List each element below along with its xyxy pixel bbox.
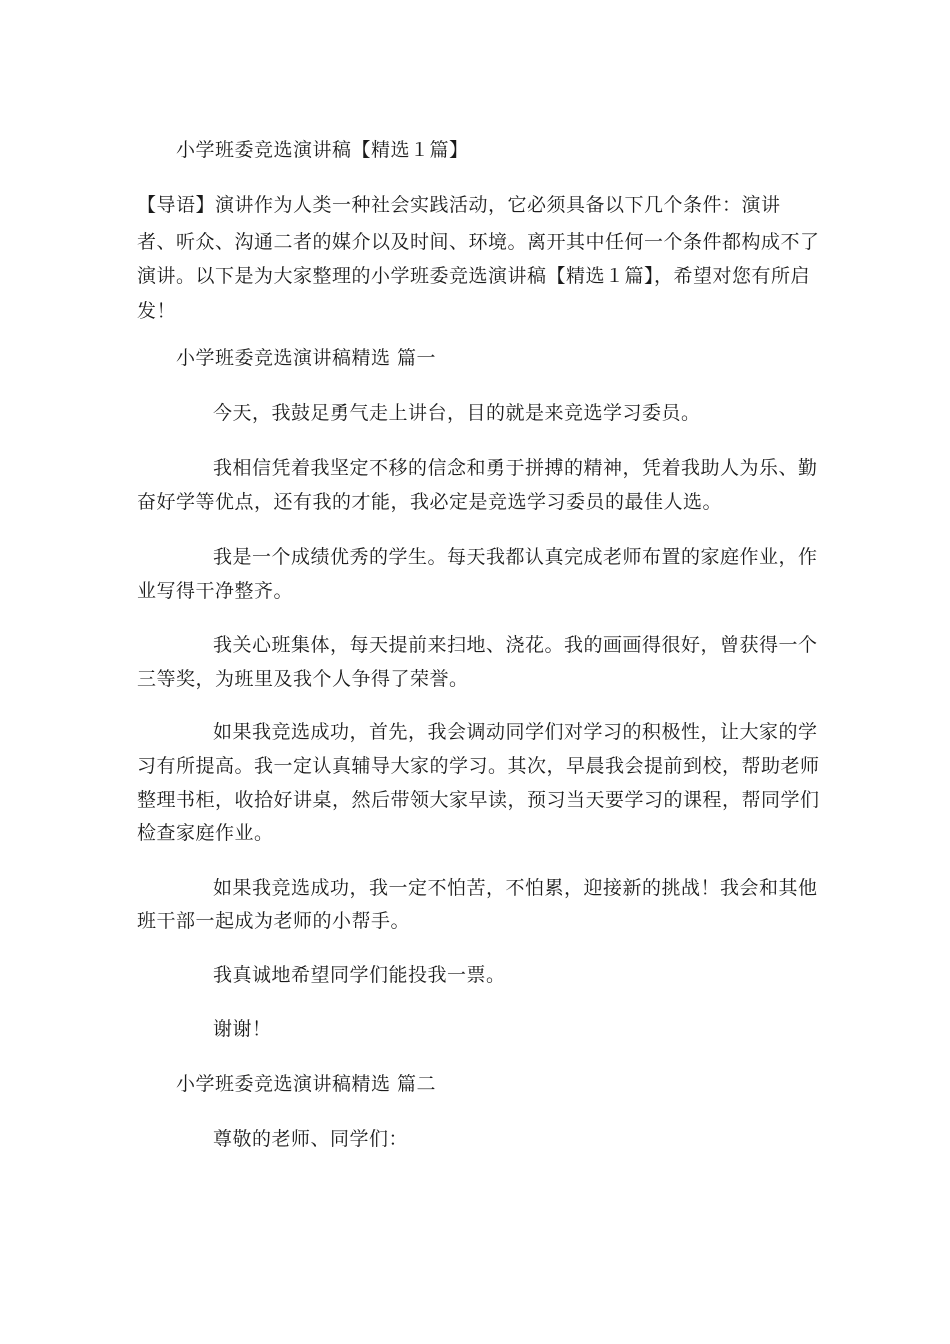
paragraph-line: 我关心班集体，每天提前来扫地、浇花。我的画画得很好，曾获得一个 [213, 634, 818, 656]
paragraph-line: 业写得干净整齐。 [137, 580, 294, 602]
intro-line: 【导语】演讲作为人类一种社会实践活动，它必须具备以下几个条件：演讲 [137, 194, 781, 216]
intro-line: 者、听众、沟通二者的媒介以及时间、环境。离开其中任何一个条件都构成不了 [137, 231, 820, 253]
paragraph-line: 我是一个成绩优秀的学生。每天我都认真完成老师布置的家庭作业，作 [213, 546, 818, 568]
paragraph-line: 今天，我鼓足勇气走上讲台，目的就是来竞选学习委员。 [213, 402, 701, 424]
paragraph-line: 整理书柜，收拾好讲桌，然后带领大家早读，预习当天要学习的课程，帮同学们 [137, 789, 820, 811]
section-heading: 小学班委竞选演讲稿精选 篇二 [176, 1073, 437, 1095]
section-heading: 小学班委竞选演讲稿精选 篇一 [176, 347, 437, 369]
paragraph-line: 尊敬的老师、同学们： [213, 1128, 409, 1150]
paragraph-line: 奋好学等优点，还有我的才能，我必定是竞选学习委员的最佳人选。 [137, 491, 723, 513]
intro-line: 演讲。以下是为大家整理的小学班委竞选演讲稿【精选１篇】，希望对您有所启 [137, 265, 811, 287]
paragraph-line: 如果我竞选成功，首先，我会调动同学们对学习的积极性，让大家的学 [213, 721, 818, 743]
paragraph-line: 习有所提高。我一定认真辅导大家的学习。其次，早晨我会提前到校，帮助老师 [137, 755, 820, 777]
document-title: 小学班委竞选演讲稿【精选１篇】 [176, 139, 469, 161]
paragraph-line: 如果我竞选成功，我一定不怕苦，不怕累，迎接新的挑战！我会和其他 [213, 877, 818, 899]
paragraph-line: 三等奖，为班里及我个人争得了荣誉。 [137, 668, 469, 690]
paragraph-line: 班干部一起成为老师的小帮手。 [137, 910, 411, 932]
paragraph-line: 我真诚地希望同学们能投我一票。 [213, 964, 506, 986]
paragraph-line: 检查家庭作业。 [137, 822, 274, 844]
paragraph-line: 我相信凭着我坚定不移的信念和勇于拼搏的精神，凭着我助人为乐、勤 [213, 457, 818, 479]
intro-line: 发！ [137, 300, 177, 322]
paragraph-line: 谢谢！ [213, 1018, 272, 1040]
